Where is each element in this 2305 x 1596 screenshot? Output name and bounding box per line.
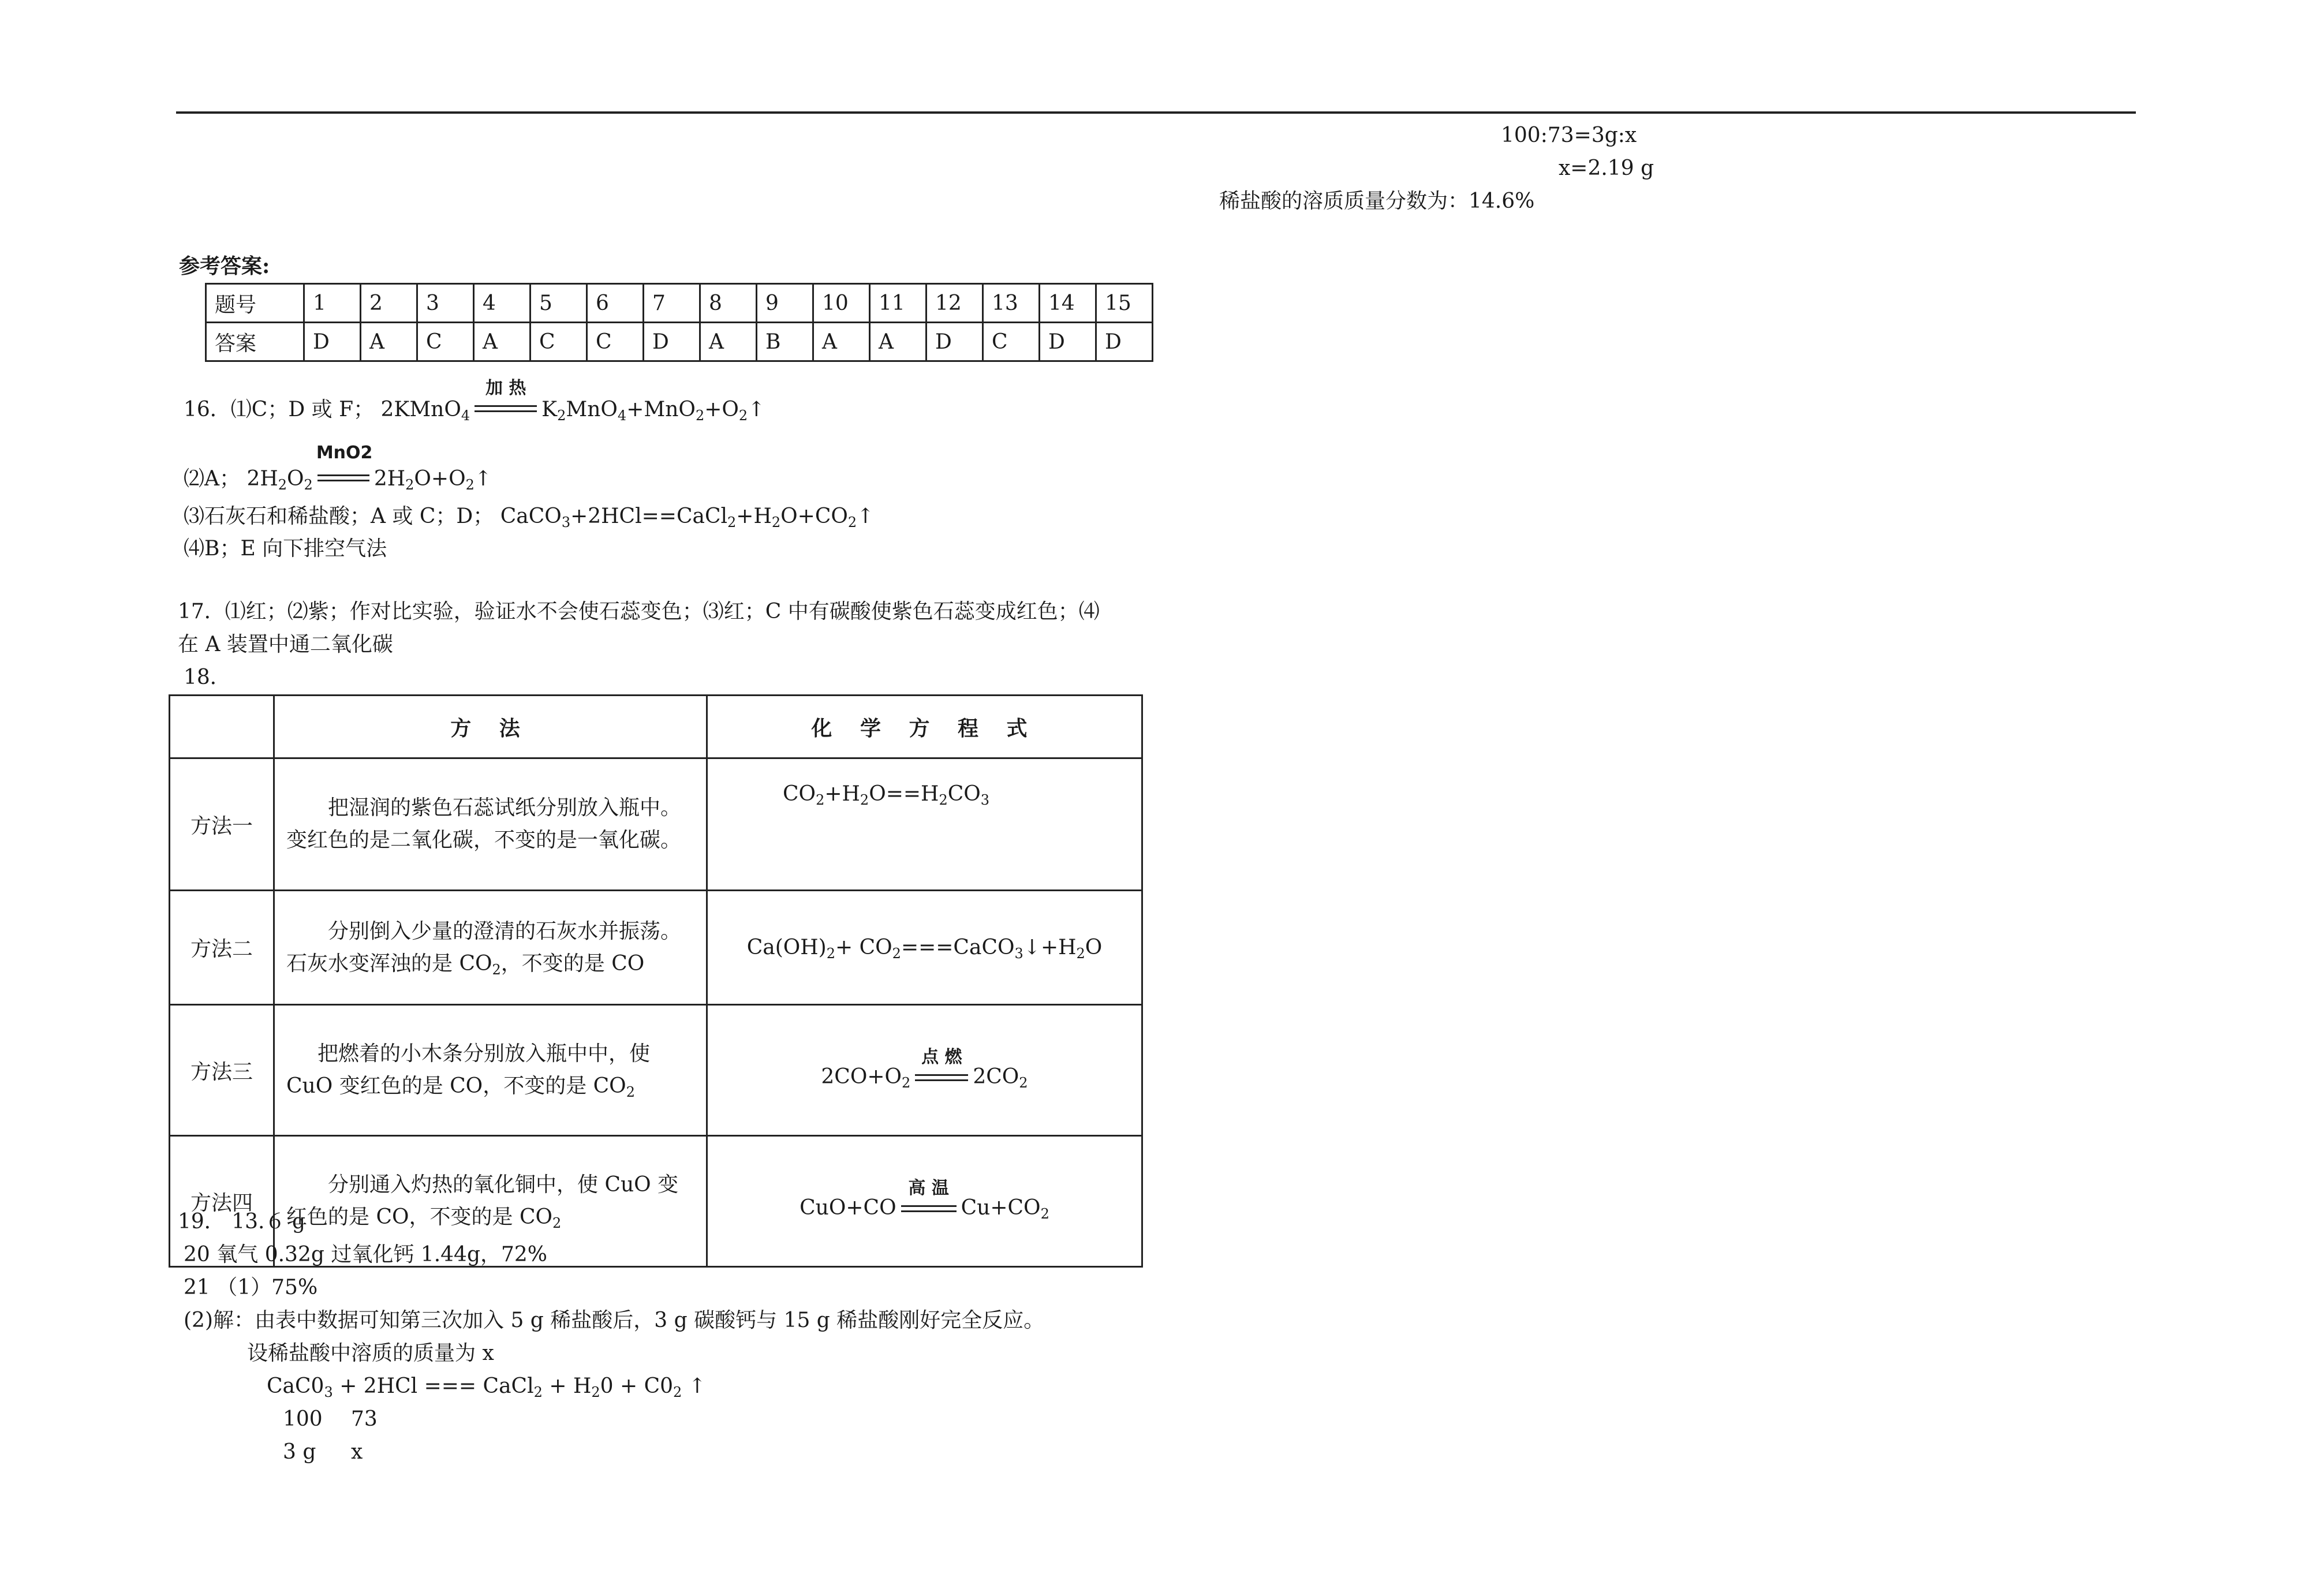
- answer-cell: A: [474, 323, 531, 361]
- q20-answer: 20 氧气 0.32g 过氧化钙 1.44g，72%: [184, 1243, 548, 1266]
- method-equation: $Ca(OH)_2+$ $CO_2===CaCO_3↓+H_2O$: [707, 891, 1142, 1005]
- answer-cell: A: [813, 323, 870, 361]
- calc-x-value: x=2.19 g: [1559, 156, 1654, 180]
- q21-mass-ratio-b: 73: [351, 1407, 378, 1431]
- reaction-condition: 加 热: [473, 396, 538, 424]
- header-equation: 化 学 方 程 式: [707, 696, 1142, 758]
- reaction-condition: 高 温: [900, 1196, 958, 1224]
- q21-line-2: (2)解：由表中数据可知第三次加入 5 g 稀盐酸后，3 g 碳酸钙与 15 g 稀盐酸刚好完全反应。: [184, 1309, 1045, 1332]
- q17-line-2: 在 A 装置中通二氧化碳: [178, 633, 393, 656]
- question-number: 9: [757, 284, 813, 323]
- question-number: 3: [417, 284, 474, 323]
- question-number: 2: [361, 284, 417, 323]
- answer-table-header: 答案: [206, 323, 304, 361]
- methods-table: [169, 694, 1143, 1268]
- question-number: 7: [644, 284, 700, 323]
- answer-cell: C: [587, 323, 644, 361]
- answer-cell: D: [304, 323, 361, 361]
- answer-cell: A: [700, 323, 757, 361]
- answer-cell: B: [757, 323, 813, 361]
- question-number: 13: [983, 284, 1040, 323]
- method-description: 分别倒入少量的澄清的石灰水并振荡。 石灰水变浑浊的是 $CO_2$，不变的是 CO: [274, 891, 707, 1005]
- reaction-condition: MnO2: [316, 465, 371, 493]
- q16-line-2: ⑵A； $2H_2O_2$ MnO2 $2H_2O+O_2↑$: [184, 443, 492, 493]
- q21-mass-ratio-a: 100: [283, 1407, 323, 1431]
- answer-table-header: 题号: [206, 284, 304, 323]
- question-number: 12: [927, 284, 983, 323]
- answer-cell: A: [870, 323, 927, 361]
- method-equation: $2CO+O_2$ 点 燃 $2CO_2$: [707, 1005, 1142, 1136]
- methods-table-row: [170, 891, 1142, 1005]
- answer-table: [205, 283, 1153, 362]
- answer-cell: C: [531, 323, 587, 361]
- q17-line-1: 17．⑴红；⑵紫；作对比实验，验证水不会使石蕊变色；⑶红；C 中有碳酸使紫色石蕊变成红色；⑷: [178, 600, 1100, 623]
- calc-fraction: 稀盐酸的溶质质量分数为：14.6%: [1219, 189, 1535, 213]
- methods-table-row: [170, 758, 1142, 891]
- q19-answer: 19． 13.６ g: [178, 1210, 305, 1234]
- method-label: 方法三: [170, 1005, 274, 1136]
- calc-ratio: 100:73=3g:x: [1501, 124, 1637, 147]
- question-number: 11: [870, 284, 927, 323]
- header-method: 方 法: [274, 696, 707, 758]
- q18-label: 18．: [184, 666, 231, 689]
- question-number: 6: [587, 284, 644, 323]
- method-label: 方法二: [170, 891, 274, 1005]
- answer-cell: C: [417, 323, 474, 361]
- method-description: 分别通入灼热的氧化铜中，使 CuO 变 红色的是 CO，不变的是 $CO_2$: [274, 1136, 707, 1267]
- q21-line-3: 设稀盐酸中溶质的质量为 x: [247, 1341, 494, 1365]
- question-number: 14: [1040, 284, 1096, 323]
- methods-table-row: [170, 1005, 1142, 1136]
- q16-line-3: ⑶石灰石和稀盐酸；A 或 C；D； $CaCO_3+2HCl==CaCl_2+H_2O+CO_2↑$: [184, 504, 875, 530]
- methods-table-header: [170, 696, 1142, 758]
- answer-cell: D: [1096, 323, 1153, 361]
- q16-line-4: ⑷B；E 向下排空气法: [184, 537, 387, 560]
- method-label: 方法四: [170, 1136, 274, 1267]
- method-description: 把燃着的小木条分别放入瓶中中，使 CuO 变红色的是 CO，不变的是 $CO_2$: [274, 1005, 707, 1136]
- answer-cell: D: [1040, 323, 1096, 361]
- answer-cell: D: [644, 323, 700, 361]
- method-equation: $CO_2+H_2O==H_2CO_3$: [707, 758, 1142, 891]
- q21-given-b: x: [351, 1440, 363, 1464]
- q21-equation: $CaC0_3 + 2HCl$ === CaCl$_2$ + $H_20 + C0_2$ ↑: [267, 1374, 706, 1400]
- reaction-condition: 点 燃: [914, 1065, 969, 1093]
- method-label: 方法一: [170, 758, 274, 891]
- answer-table-row-numbers: [206, 284, 1153, 323]
- header-rule: [176, 111, 2136, 114]
- question-number: 15: [1096, 284, 1153, 323]
- answers-title: 参考答案:: [179, 254, 270, 278]
- method-equation: CuO+CO 高 温 $Cu+CO_2$: [707, 1136, 1142, 1267]
- q21-given-a: 3 g: [283, 1440, 316, 1464]
- q21-line-1: 21 （1）75%: [184, 1276, 318, 1299]
- method-description: 把湿润的紫色石蕊试纸分别放入瓶中。 变红色的是二氧化碳，不变的是一氧化碳。: [274, 758, 707, 891]
- question-number: 10: [813, 284, 870, 323]
- question-number: 8: [700, 284, 757, 323]
- question-number: 1: [304, 284, 361, 323]
- answer-cell: C: [983, 323, 1040, 361]
- answer-cell: A: [361, 323, 417, 361]
- question-number: 4: [474, 284, 531, 323]
- answer-table-row-answers: [206, 323, 1153, 361]
- answer-cell: D: [927, 323, 983, 361]
- q16-line-1: 16．⑴C；D 或 F； 2KMnO$_4$ 加 热 $K_2MnO_4+MnO_2+O_2↑$: [184, 378, 765, 424]
- question-number: 5: [531, 284, 587, 323]
